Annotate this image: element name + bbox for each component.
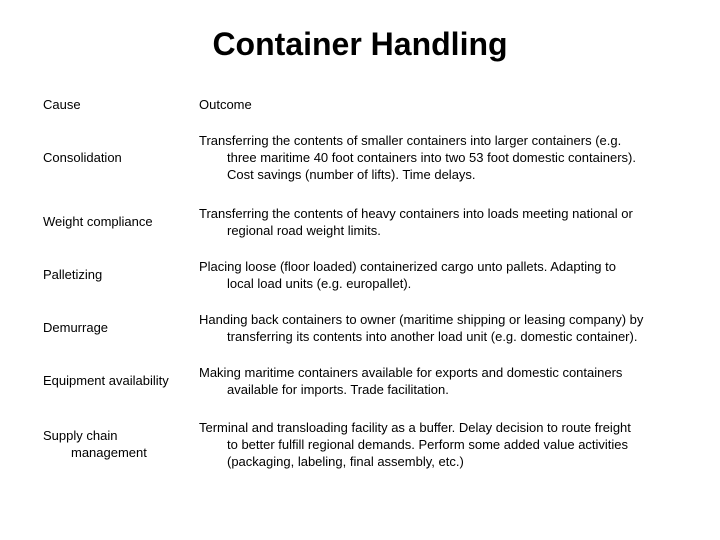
- outcome-line: regional road weight limits.: [227, 223, 381, 238]
- outcome-palletizing: [199, 258, 616, 292]
- outcome-line: Making maritime containers available for exports and domestic containers: [199, 365, 623, 380]
- outcome-line: Transferring the contents of smaller containers into larger containers (e.g.: [199, 133, 622, 148]
- outcome-line: Handing back containers to owner (maritime shipping or leasing company) by: [199, 312, 644, 327]
- cause-line: management: [71, 445, 147, 460]
- cause-consolidation: Consolidation: [43, 150, 122, 165]
- cause-supply-chain-management: [43, 427, 147, 461]
- cause-demurrage: Demurrage: [43, 320, 109, 335]
- outcome-line: Cost savings (number of lifts). Time delays.: [227, 167, 476, 182]
- header-cause: Cause: [43, 97, 81, 112]
- outcome-line: Terminal and transloading facility as a buffer. Delay decision to route freight: [199, 420, 631, 435]
- outcome-demurrage: [199, 311, 643, 345]
- outcome-weight-compliance: [199, 205, 633, 239]
- outcome-equipment-availability: [199, 364, 622, 398]
- cause-equipment-availability: Equipment availability: [43, 373, 169, 388]
- cause-palletizing: Palletizing: [43, 267, 103, 282]
- outcome-consolidation: [199, 132, 636, 183]
- outcome-line: available for imports. Trade facilitation.: [227, 382, 449, 397]
- outcome-line: Transferring the contents of heavy containers into loads meeting national or: [199, 206, 633, 221]
- outcome-supply-chain-management: [199, 419, 631, 470]
- outcome-line: to better fulfill regional demands. Perform some added value activities: [227, 437, 629, 452]
- outcome-line: three maritime 40 foot containers into two 53 foot domestic containers).: [227, 150, 636, 165]
- cause-line: Supply chain: [43, 428, 118, 443]
- page-title: Container Handling: [212, 26, 508, 62]
- outcome-line: transferring its contents into another load unit (e.g. domestic container).: [227, 329, 638, 344]
- header-outcome: Outcome: [199, 97, 252, 112]
- outcome-line: local load units (e.g. europallet).: [227, 276, 412, 291]
- outcome-line: (packaging, labeling, final assembly, etc.): [227, 454, 464, 469]
- outcome-line: Placing loose (floor loaded) containerized cargo unto pallets. Adapting to: [199, 259, 616, 274]
- cause-weight-compliance: Weight compliance: [43, 214, 153, 229]
